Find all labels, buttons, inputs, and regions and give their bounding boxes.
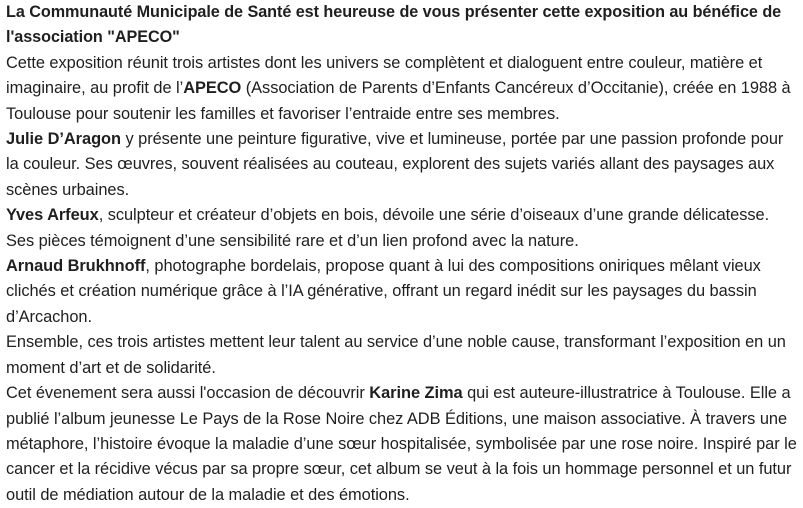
article-title: La Communauté Municipale de Santé est heureuse de vous présenter cette exposition au bénéfice de l'association "APECO" (6, 3, 782, 47)
apeco-name: APECO (183, 79, 242, 98)
artist-description: , photographe bordelais, propose quant à lui des compositions oniriques mêlant vieux clichés et création numérique grâce à l’IA générative, offrant un regard inédit sur les paysages du bassin d’Arcachon. (6, 257, 761, 326)
event-text-start: Cet évenement sera aussi l'occasion de découvrir (6, 384, 370, 403)
intro-text-start: Cette exposition réunit trois artistes dont les univers se complètent et dialoguent entre couleur, matière et imaginaire, au profit de l’ (6, 53, 763, 98)
artist-description: y présente une peinture figurative, vive et lumineuse, portée par une passion profonde pour la couleur. Ses œuvres, souvent réalisées au couteau, explorent des sujets variés allant des paysages aux scènes urbaines. (6, 130, 784, 199)
intro-text-end: (Association de Parents d’Enfants Cancéreux d’Occitanie), créée en 1988 à Toulouse pour soutenir les familles et favoriser l’entraide entre ses membres. (6, 79, 791, 123)
ensemble-paragraph: Ensemble, ces trois artistes mettent leur talent au service d’une noble cause, transformant l’exposition en un moment d’art et de solidarité. (6, 333, 786, 377)
event-text-end: qui est auteure-illustratrice à Toulouse. Elle a publié l’album jeunesse Le Pays de la Rose Noire chez ADB Éditions, une maison associative. À travers une métaphore, l’histoire évoque la maladie d’une sœur hospitalisée, symbolisée par une rose noire. Inspiré par le cancer et la récidive vécus par sa propre sœur, cet album se veut à la fois un hommage personnel et un futur outil de médiation autour de la maladie et des émotions. (6, 384, 797, 504)
event-paragraph (6, 381, 799, 508)
artist-name: Arnaud Brukhnoff (6, 257, 146, 276)
artist-name: Yves Arfeux (6, 206, 99, 225)
artist-name: Julie D’Aragon (6, 130, 121, 149)
artist-paragraph-arnaud (6, 254, 799, 330)
author-name: Karine Zima (369, 384, 463, 403)
artist-paragraph-julie (6, 127, 799, 203)
intro-paragraph (6, 51, 799, 127)
artist-description: , sculpteur et créateur d’objets en bois, dévoile une série d’oiseaux d’une grande délicatesse. Ses pièces témoignent d’une sensibilité rare et d’un lien profond avec la nature. (6, 206, 770, 250)
artist-paragraph-yves (6, 203, 799, 254)
